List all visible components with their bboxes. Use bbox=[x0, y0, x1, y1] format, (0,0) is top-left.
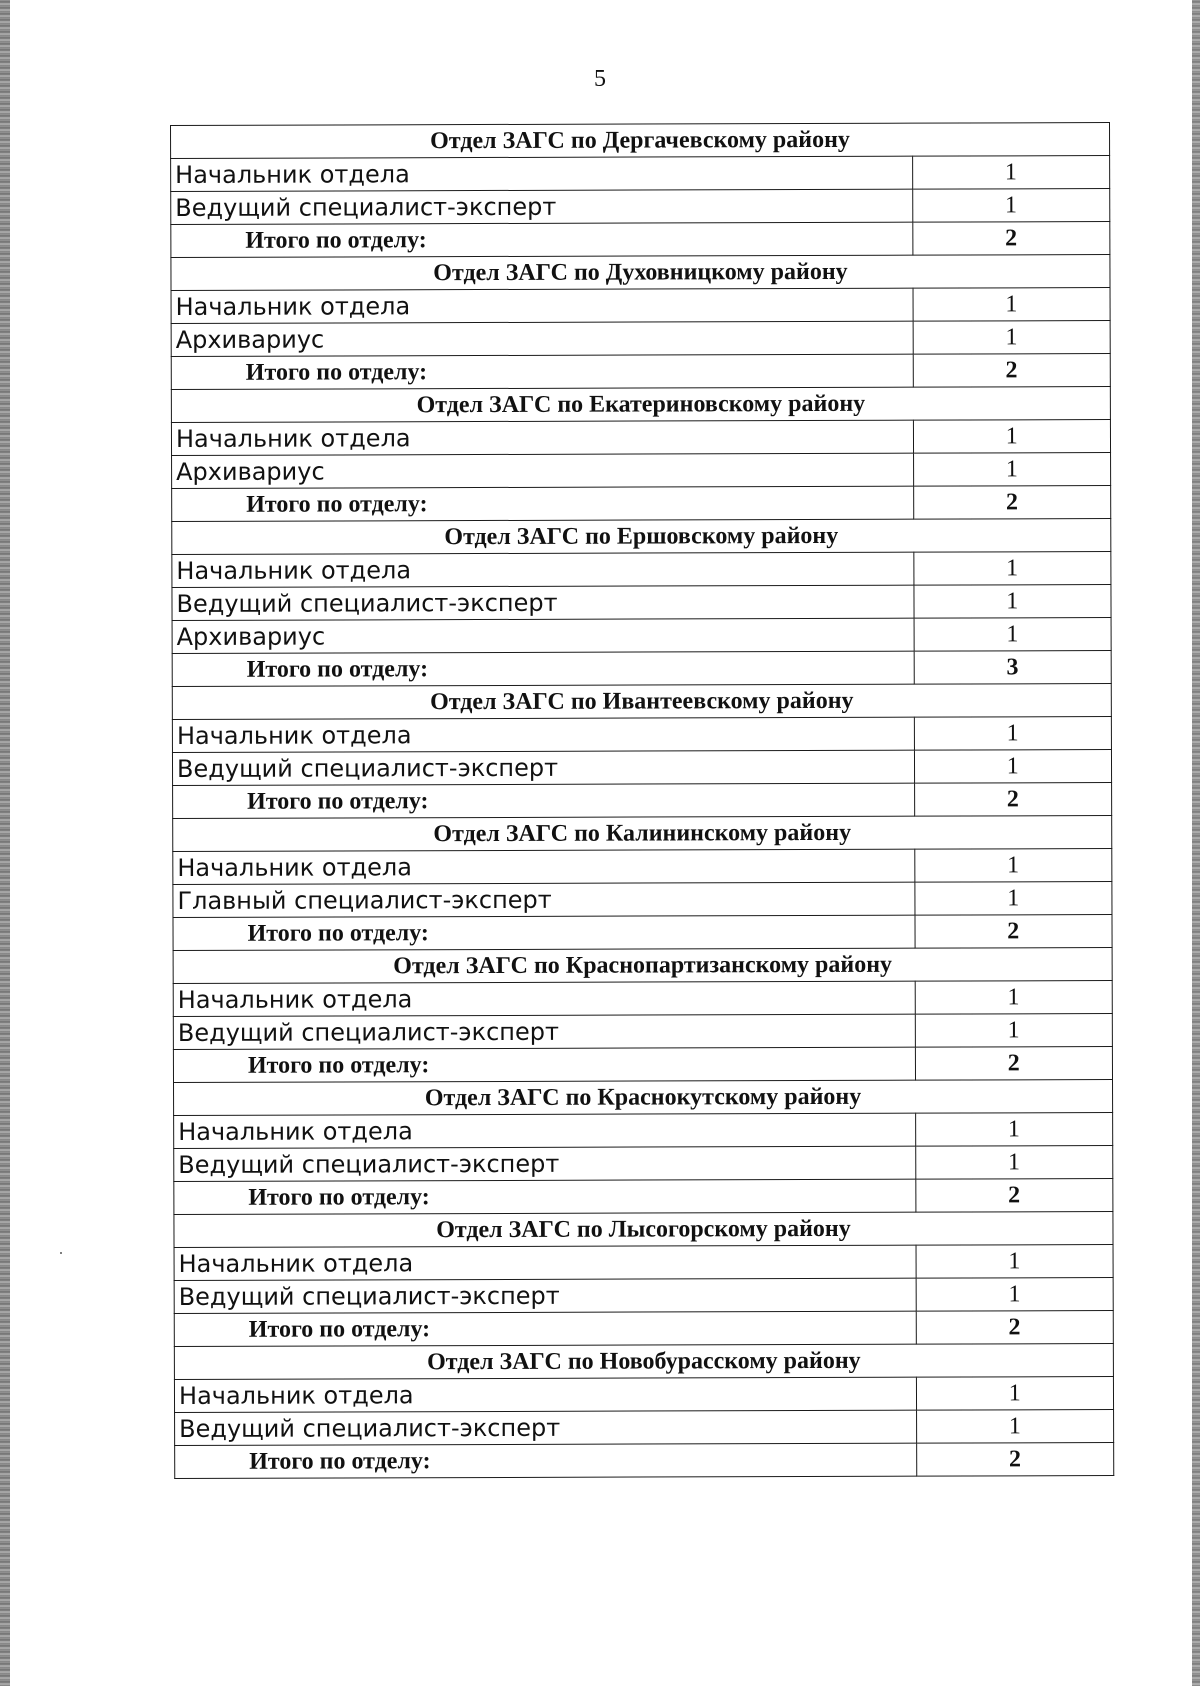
department-total-row bbox=[171, 354, 1110, 390]
department-title: Отдел ЗАГС по Лысогорскому району bbox=[174, 1212, 1113, 1248]
position-name: Начальник отдела bbox=[172, 717, 914, 752]
position-name: Начальник отдела bbox=[171, 420, 913, 455]
page-number: 5 bbox=[594, 66, 606, 92]
total-label: Итого по отделу: bbox=[171, 354, 913, 389]
position-count: 1 bbox=[912, 189, 1110, 223]
total-label: Итого по отделу: bbox=[174, 1311, 916, 1346]
position-row bbox=[174, 1278, 1113, 1314]
department-title: Отдел ЗАГС по Дергачевскому району bbox=[171, 123, 1110, 159]
total-count: 2 bbox=[915, 1179, 1113, 1213]
position-row bbox=[171, 420, 1110, 456]
department-header-row bbox=[173, 816, 1112, 852]
total-label: Итого по отделу: bbox=[174, 1179, 916, 1214]
total-label: Итого по отделу: bbox=[171, 222, 913, 257]
department-total-row bbox=[174, 1179, 1113, 1215]
position-count: 1 bbox=[913, 321, 1111, 355]
position-name: Начальник отдела bbox=[174, 1113, 916, 1148]
total-count: 2 bbox=[914, 783, 1112, 817]
department-header-row bbox=[173, 948, 1112, 984]
position-name: Начальник отдела bbox=[173, 981, 915, 1016]
position-name: Ведущий специалист-эксперт bbox=[172, 585, 914, 620]
position-row bbox=[173, 882, 1112, 918]
position-row bbox=[172, 453, 1111, 489]
department-title: Отдел ЗАГС по Краснопартизанскому району bbox=[173, 948, 1112, 984]
position-count: 1 bbox=[916, 1278, 1114, 1312]
total-count: 2 bbox=[912, 222, 1110, 256]
department-total-row bbox=[173, 783, 1112, 819]
position-name: Ведущий специалист-эксперт bbox=[174, 1278, 916, 1313]
department-header-row bbox=[174, 1344, 1113, 1380]
department-header-row bbox=[171, 255, 1110, 291]
total-count: 3 bbox=[914, 651, 1112, 685]
total-label: Итого по отделу: bbox=[172, 486, 914, 521]
position-name: Ведущий специалист-эксперт bbox=[173, 1014, 915, 1049]
position-row bbox=[174, 1245, 1113, 1281]
position-name: Начальник отдела bbox=[174, 1245, 916, 1280]
department-title: Отдел ЗАГС по Ершовскому району bbox=[172, 519, 1111, 555]
department-title: Отдел ЗАГС по Духовницкому району bbox=[171, 255, 1110, 291]
position-row bbox=[174, 1377, 1113, 1413]
position-name: Ведущий специалист-эксперт bbox=[171, 189, 913, 224]
position-count: 1 bbox=[914, 750, 1112, 784]
position-row bbox=[174, 1146, 1113, 1182]
position-name: Начальник отдела bbox=[171, 288, 913, 323]
position-row bbox=[173, 1014, 1112, 1050]
position-count: 1 bbox=[916, 1245, 1114, 1279]
department-header-row bbox=[171, 387, 1110, 423]
department-title: Отдел ЗАГС по Краснокутскому району bbox=[174, 1080, 1113, 1116]
position-name: Ведущий специалист-эксперт bbox=[174, 1146, 916, 1181]
department-header-row bbox=[172, 684, 1111, 720]
total-count: 2 bbox=[916, 1443, 1114, 1477]
position-row bbox=[171, 321, 1110, 357]
position-row bbox=[175, 1410, 1114, 1446]
position-count: 1 bbox=[913, 453, 1111, 487]
position-count: 1 bbox=[913, 552, 1111, 586]
department-total-row bbox=[172, 486, 1111, 522]
position-name: Начальник отдела bbox=[171, 156, 913, 191]
position-name: Начальник отдела bbox=[174, 1377, 916, 1412]
position-name: Ведущий специалист-эксперт bbox=[172, 750, 914, 785]
department-header-row bbox=[174, 1080, 1113, 1116]
position-name: Главный специалист-эксперт bbox=[173, 882, 915, 917]
position-count: 1 bbox=[916, 1377, 1114, 1411]
position-count: 1 bbox=[914, 849, 1112, 883]
department-title: Отдел ЗАГС по Екатериновскому району bbox=[171, 387, 1110, 423]
department-title: Отдел ЗАГС по Ивантеевскому району bbox=[172, 684, 1111, 720]
scan-edge-right bbox=[1192, 0, 1200, 1686]
position-count: 1 bbox=[914, 618, 1112, 652]
position-count: 1 bbox=[916, 1410, 1114, 1444]
position-row bbox=[172, 585, 1111, 621]
position-name: Ведущий специалист-эксперт bbox=[175, 1410, 917, 1445]
position-count: 1 bbox=[915, 981, 1113, 1015]
scan-edge-left bbox=[0, 0, 10, 1686]
position-row bbox=[172, 618, 1111, 654]
position-row bbox=[171, 156, 1110, 192]
total-label: Итого по отделу: bbox=[175, 1443, 917, 1478]
position-row bbox=[173, 849, 1112, 885]
position-count: 1 bbox=[913, 585, 1111, 619]
position-count: 1 bbox=[913, 420, 1111, 454]
staffing-table bbox=[170, 122, 1114, 1479]
position-row bbox=[171, 288, 1110, 324]
total-label: Итого по отделу: bbox=[172, 651, 914, 686]
department-header-row bbox=[171, 123, 1110, 159]
position-name: Архивариус bbox=[172, 618, 914, 653]
total-count: 2 bbox=[916, 1311, 1114, 1345]
position-name: Архивариус bbox=[172, 453, 914, 488]
position-row bbox=[173, 981, 1112, 1017]
position-row bbox=[172, 552, 1111, 588]
total-count: 2 bbox=[914, 915, 1112, 949]
department-total-row bbox=[174, 1311, 1113, 1347]
position-count: 1 bbox=[914, 717, 1112, 751]
department-title: Отдел ЗАГС по Новобурасскому району bbox=[174, 1344, 1113, 1380]
department-title: Отдел ЗАГС по Калининскому району bbox=[173, 816, 1112, 852]
total-label: Итого по отделу: bbox=[173, 915, 915, 950]
position-name: Начальник отдела bbox=[173, 849, 915, 884]
position-count: 1 bbox=[915, 1146, 1113, 1180]
position-name: Архивариус bbox=[171, 321, 913, 356]
position-count: 1 bbox=[912, 156, 1110, 190]
position-row bbox=[174, 1113, 1113, 1149]
department-header-row bbox=[174, 1212, 1113, 1248]
total-count: 2 bbox=[913, 486, 1111, 520]
department-total-row bbox=[175, 1443, 1114, 1479]
position-name: Начальник отдела bbox=[172, 552, 914, 587]
department-header-row bbox=[172, 519, 1111, 555]
scan-speck bbox=[60, 1252, 62, 1254]
position-count: 1 bbox=[915, 1014, 1113, 1048]
department-total-row bbox=[173, 1047, 1112, 1083]
total-count: 2 bbox=[915, 1047, 1113, 1081]
position-row bbox=[171, 189, 1110, 225]
department-total-row bbox=[173, 915, 1112, 951]
position-row bbox=[172, 750, 1111, 786]
total-count: 2 bbox=[913, 354, 1111, 388]
position-count: 1 bbox=[914, 882, 1112, 916]
total-label: Итого по отделу: bbox=[173, 783, 915, 818]
total-label: Итого по отделу: bbox=[173, 1047, 915, 1082]
position-count: 1 bbox=[913, 288, 1111, 322]
position-count: 1 bbox=[915, 1113, 1113, 1147]
staffing-table-body bbox=[171, 123, 1114, 1479]
position-row bbox=[172, 717, 1111, 753]
department-total-row bbox=[171, 222, 1110, 258]
department-total-row bbox=[172, 651, 1111, 687]
